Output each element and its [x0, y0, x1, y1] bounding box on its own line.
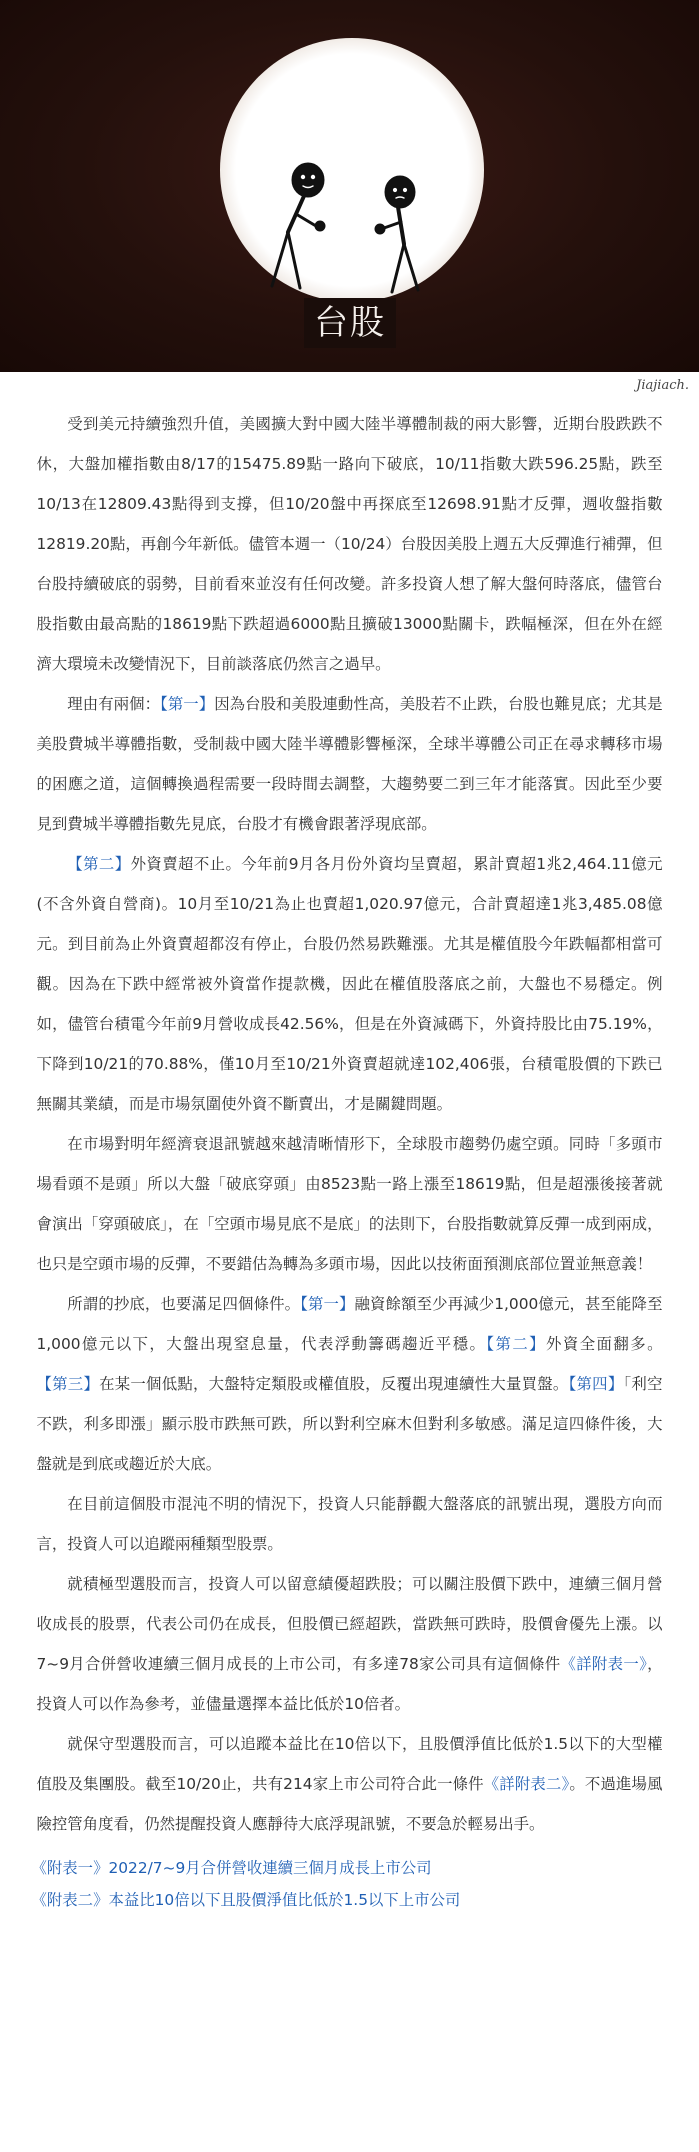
appendix-two-link[interactable]: 《附表二》本益比10倍以下且股價淨值比低於1.5以下上市公司 [31, 1891, 461, 1909]
condition-two-tag: 【第二】 [486, 1335, 547, 1353]
conservative-text-a: 就保守型選股而言，可以追蹤本益比在10倍以下，且股價淨值比低於1.5以下的大型權值股及集團股。截至10/20止，共有214家上市公司符合此一條件 [36, 1735, 663, 1793]
aggressive-text-b: ，投資人可以作為參考，並儘量選擇本益比低於10倍者。 [36, 1655, 663, 1713]
reason-two-tag: 【第二】 [67, 855, 131, 873]
reasons-prefix: 理由有兩個： [67, 695, 161, 713]
appendix-links [32, 1852, 668, 1916]
reason-one-text: 因為台股和美股連動性高，美股若不止跌，台股也難見底；尤其是美股費城半導體指數，受制裁中國大陸半導體影響極深，全球半導體公司正在尋求轉移市場的困應之道，這個轉換過程需要一段時間去調整，大趨勢要二到三年才能落實。因此至少要見到費城半導體指數先見底，台股才有機會跟著浮現底部。 [36, 695, 663, 833]
paragraph-aggressive-picks [37, 1564, 663, 1724]
reason-two-text: 外資賣超不止。今年前9月各月份外資均呈賣超，累計賣超1兆2,464.11億元(不含外資自營商)。10月至10/21為止也賣超1,020.97億元，合計賣超達1兆3,485.08億元。到目前為止外資賣超都沒有停止，台股仍然易跌難漲。尤其是權值股今年跌幅都相當可觀。因為在下跌中經常被外資當作提款機，因此在權值股落底之前，大盤也不易穩定。例如，儘管台積電今年前9月營收成長42.56%，但是在外資減碼下，外資持股比由75.19%，下降到10/21的70.88%，僅10月至10/21外資賣超就達102,406張，台積電股價的下跌已無關其業績，而是市場氛圍使外資不斷賣出，才是關鍵問題。 [36, 855, 663, 1113]
condition-two-text: 外資全面翻多。 [546, 1335, 663, 1353]
paragraph-conservative-picks [37, 1724, 663, 1844]
article-body [37, 400, 663, 1844]
paragraph-reasons [37, 684, 663, 844]
paragraph-reason-two [37, 844, 663, 1124]
aggressive-text-a: 就積極型選股而言，投資人可以留意績優超跌股；可以關注股價下跌中，連續三個月營收成長的股票，代表公司仍在成長，但股價已經超跌，當跌無可跌時，股價會優先上漲。以7~9月合併營收連續三個月成長的上市公司，有多達78家公司具有這個條件 [36, 1575, 663, 1673]
hero-caption: 台股 [304, 298, 396, 348]
paragraph-stock-picking: 在目前這個股市混沌不明的情況下，投資人只能靜觀大盤落底的訊號出現，選股方向而言，投資人可以追蹤兩種類型股票。 [36, 1495, 663, 1553]
appendix-one-inline-link[interactable]: 《詳附表一》 [560, 1655, 648, 1673]
condition-three-text: 在某一個低點，大盤特定類股或權值股，反覆出現連續性大量買盤。 [99, 1375, 569, 1393]
appendix-one-link[interactable]: 《附表一》2022/7~9月合併營收連續三個月成長上市公司 [31, 1859, 432, 1877]
condition-four-tag: 【第四】 [568, 1375, 624, 1393]
condition-four-text: 「利空不跌，利多即漲」顯示股市跌無可跌，所以對利空麻木但對利多敏感。滿足這四條件後，大盤就是到底或趨近於大底。 [36, 1375, 663, 1473]
moon-circle [220, 38, 484, 302]
condition-one-text: 融資餘額至少再減少1,000億元，甚至能降至1,000億元以下，大盤出現窒息量，代表浮動籌碼趨近平穩。 [36, 1295, 663, 1353]
appendix-two-inline-link[interactable]: 《詳附表二》 [483, 1775, 570, 1793]
paragraph-market-outlook: 在市場對明年經濟衰退訊號越來越清晰情形下，全球股市趨勢仍處空頭。同時「多頭市場看頭不是頭」所以大盤「破底穿頭」由8523點一路上漲至18619點，但是超漲後接著就會演出「穿頭破底」，在「空頭市場見底不是底」的法則下，台股指數就算反彈一成到兩成，也只是空頭市場的反彈，不要錯估為轉為多頭市場，因此以技術面預測底部位置並無意義！ [36, 1135, 663, 1273]
condition-three-tag: 【第三】 [36, 1375, 100, 1393]
reason-one-tag: 【第一】 [160, 695, 215, 713]
artist-signature: Jiajiach. [636, 378, 689, 393]
paragraph-bottom-conditions [37, 1284, 663, 1484]
hero-illustration [0, 0, 699, 372]
condition-one-tag: 【第一】 [300, 1295, 355, 1313]
paragraph-intro: 受到美元持續強烈升值，美國擴大對中國大陸半導體制裁的兩大影響，近期台股跌跌不休，大盤加權指數由8/17的15475.89點一路向下破底，10/11指數大跌596.25點，跌至10/13在12809.43點得到支撐，但10/20盤中再探底至12698.91點才反彈，週收盤指數12819.20點，再創今年新低。儘管本週一（10/24）台股因美股上週五大反彈進行補彈，但台股持續破底的弱勢，目前看來並沒有任何改變。許多投資人想了解大盤何時落底，儘管台股指數由最高點的18619點下跌超過6000點且擴破13000點關卡，跌幅極深，但在外在經濟大環境未改變情況下，目前談落底仍然言之過早。 [36, 415, 663, 673]
conditions-intro: 所謂的抄底，也要滿足四個條件。 [67, 1295, 301, 1313]
conservative-text-b: 。不過進場風險控管角度看，仍然提醒投資人應靜待大底浮現訊號，不要急於輕易出手。 [36, 1775, 663, 1833]
